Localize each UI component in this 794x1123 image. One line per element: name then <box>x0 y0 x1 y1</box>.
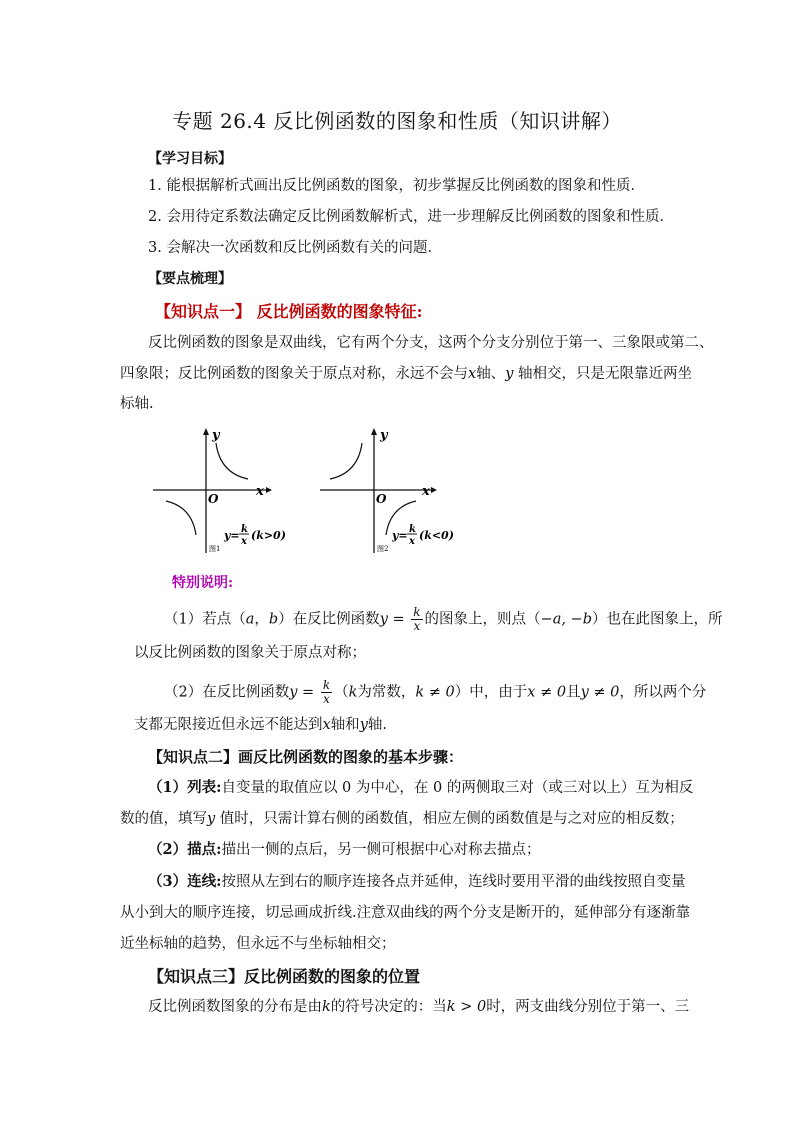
goal-item-2: 2. 会用待定系数法确定反比例函数解析式，进一步理解反比例函数的图象和性质． <box>148 209 674 225</box>
origin-label: O <box>376 492 387 506</box>
frac-num: k <box>413 605 421 619</box>
text-run: 数的值，填写 <box>120 811 207 827</box>
step-label: （3）连线: <box>148 873 222 890</box>
text-run: 按照从左到右的顺序连接各点并延伸，连线时要用平滑的曲线按照自变量 <box>221 874 686 890</box>
x-axis-arrow-icon <box>431 487 437 493</box>
k-condition: (k<0) <box>419 529 454 542</box>
step-label: （2）描点: <box>148 841 222 858</box>
equals-sign: = <box>297 684 319 701</box>
var-x: x <box>322 717 331 733</box>
y-axis-arrow-icon <box>203 428 209 435</box>
text-run: 且 <box>566 684 581 701</box>
frac-num: k <box>409 524 416 535</box>
frac-num: k <box>322 678 331 692</box>
var-k: k <box>348 684 358 701</box>
fraction-k-over-x <box>321 679 332 706</box>
text-run: （ <box>334 684 349 701</box>
var-y: y <box>379 611 388 628</box>
text-run: 四象限；反比例函数的图象关于原点对称，永远不会与 <box>120 366 468 382</box>
y-nonzero: y ≠ 0 <box>580 684 620 701</box>
text-run: 为常数， <box>357 684 416 701</box>
origin-label: O <box>208 492 219 506</box>
var-x: x <box>468 366 477 382</box>
text-run: 自变量的取值应以 0 为中心，在 0 的两侧取三对（或三对以上）互为相反 <box>221 780 694 796</box>
frac-den: x <box>409 536 415 547</box>
text-run: 值时，只需计算右侧的函数值，相应左侧的函数值是与之对应的相反数； <box>215 811 684 827</box>
kp2-step1-line1 <box>148 778 693 798</box>
note-2-line2 <box>134 715 387 735</box>
graph-k-positive <box>153 428 286 553</box>
frac-den: x <box>241 536 247 547</box>
text-run: （2）在反比例函数 <box>164 684 290 701</box>
x-axis-label: x <box>256 484 264 499</box>
text-run: ）在反比例函数 <box>278 611 380 628</box>
var-y: y <box>207 811 216 827</box>
goal-item-3: 3. 会解决一次函数和反比例函数有关的问题． <box>148 240 442 256</box>
y-axis-label: y <box>212 428 220 443</box>
figure-number: 图1 <box>209 545 221 553</box>
frac-num: k <box>241 524 248 535</box>
text-run: 轴. <box>367 717 387 733</box>
text-run: ）也在此图象上，所 <box>592 611 723 628</box>
text-run: （1）若点（ <box>164 611 246 628</box>
text-run: 时，两支曲线分别位于第一、三 <box>486 999 690 1015</box>
points-heading: 【要点梳理】 <box>148 271 232 287</box>
goal-item-1: 1. 能根据解析式画出反比例函数的图象，初步掌握反比例函数的图象和性质． <box>148 178 645 194</box>
text-run: 轴和 <box>330 717 360 733</box>
equation-prefix: y= <box>392 529 408 542</box>
text-run: ）中，由于 <box>454 684 528 701</box>
kp2-step1-line2 <box>120 809 684 829</box>
var-y: y <box>289 684 298 701</box>
kp2-step3-line3: 近坐标轴的趋势，但永远不与坐标轴相交； <box>120 936 396 952</box>
y-axis-arrow-icon <box>371 428 377 435</box>
k-nonzero: k ≠ 0 <box>415 684 455 701</box>
curve-branch-q2 <box>330 443 362 479</box>
text-run: ， <box>254 611 269 628</box>
frac-den: x <box>413 619 421 633</box>
curve-branch-q1 <box>216 443 248 479</box>
page-title: 专题 26.4 反比例函数的图象和性质（知识讲解） <box>172 109 622 133</box>
text-run: 描出一侧的点后，另一侧可根据中心对称去描点； <box>221 842 541 858</box>
var-y: y <box>505 366 514 382</box>
y-axis-label: y <box>380 428 388 443</box>
curve-branch-q3 <box>166 501 196 535</box>
k-condition: (k>0) <box>251 529 286 542</box>
kp1-heading: 【知识点一】 反比例函数的图象特征: <box>155 302 423 321</box>
k-positive: k > 0 <box>446 999 487 1015</box>
note-2-line1 <box>164 679 706 706</box>
hyperbola-figure <box>148 423 484 563</box>
text-run: 支都无限接近但永远不能达到 <box>134 717 323 733</box>
kp3-line1 <box>148 997 689 1017</box>
text-run: 反比例函数图象的分布是由 <box>148 999 322 1015</box>
kp2-step2 <box>148 840 540 860</box>
var-y: y <box>359 717 368 733</box>
goals-heading: 【学习目标】 <box>148 151 232 167</box>
var-k: k <box>322 999 331 1015</box>
text-run: 轴相交，只是无限靠近两坐 <box>513 366 692 382</box>
note-1-line2: 以反比例函数的图象关于原点对称； <box>134 645 366 661</box>
text-run: 轴、 <box>476 366 506 382</box>
kp1-para-line2 <box>120 364 692 384</box>
figure-number: 图2 <box>377 545 389 553</box>
text-run: ，所以两个分 <box>619 684 707 701</box>
text-run: 的符号决定的：当 <box>330 999 447 1015</box>
text-run: 的图象上，则点（ <box>424 611 541 628</box>
graph-k-negative <box>320 428 454 553</box>
var-b: b <box>268 611 279 628</box>
equation-prefix: y= <box>224 529 240 542</box>
kp2-step3-line2: 从小到大的顺序连接，切忌画成折线.注意双曲线的两个分支是断开的，延伸部分有逐渐靠 <box>120 905 691 921</box>
kp1-para-line1: 反比例函数的图象是双曲线，它有两个分支，这两个分支分别位于第一、三象限或第二、 <box>148 335 714 351</box>
var-a: a <box>245 611 255 628</box>
note-1-line1 <box>164 606 723 633</box>
frac-den: x <box>323 692 330 706</box>
fraction-k-over-x <box>411 606 422 633</box>
equals-sign: = <box>387 611 410 628</box>
kp1-para-line3: 标轴. <box>120 396 154 412</box>
point-neg: −a, −b <box>540 611 592 628</box>
x-nonzero: x ≠ 0 <box>527 684 567 701</box>
kp3-heading: 【知识点三】反比例函数的图象的位置 <box>148 967 421 986</box>
x-axis-label: x <box>422 484 430 499</box>
kp2-heading: 【知识点二】画反比例函数的图象的基本步骤： <box>148 748 464 766</box>
kp2-step3-line1 <box>148 872 685 892</box>
x-axis-arrow-icon <box>266 487 272 493</box>
step-label: （1）列表: <box>148 779 222 796</box>
note-heading: 特别说明: <box>172 575 234 591</box>
